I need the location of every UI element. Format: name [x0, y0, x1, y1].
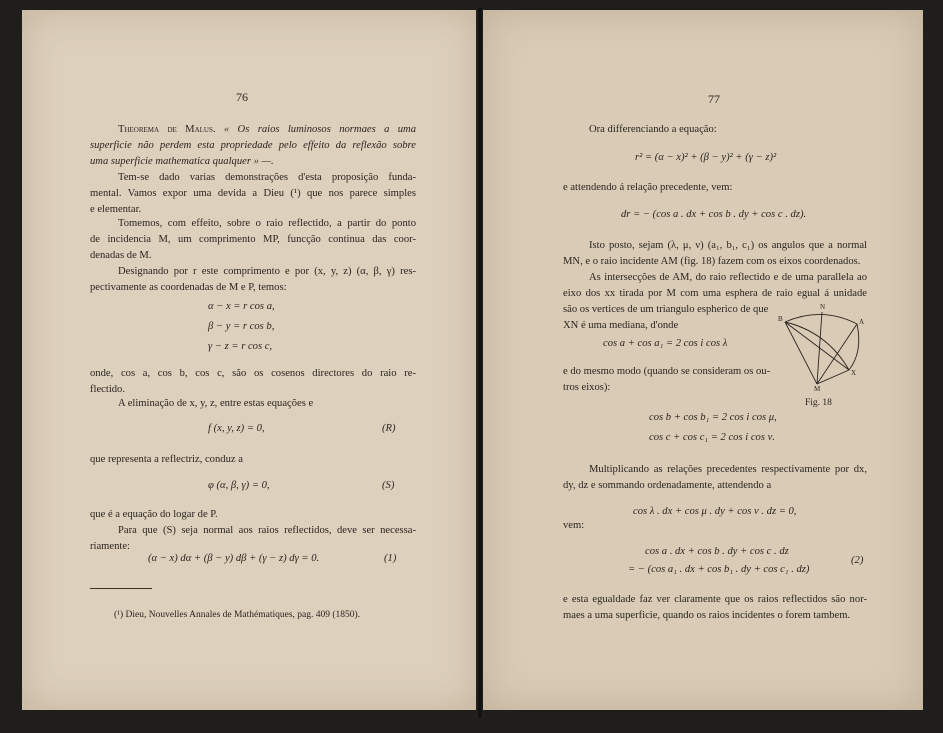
- text-line: são os vertices de um triangulo espherico de que: [563, 304, 769, 315]
- text-line: flectido.: [90, 384, 126, 395]
- text-line: mental. Vamos expor uma devida a Dieu (¹) que nos parece simples: [90, 188, 416, 199]
- equation-R: f (x, y, z) = 0,: [208, 423, 265, 434]
- text-line: que representa a reflectriz, conduz a: [90, 454, 243, 465]
- malus-line-3: uma superficie mathematica qualquer » —.: [90, 156, 274, 167]
- equation-tag: (2): [851, 555, 864, 566]
- malus-line-1: Theorema de Malus. « Os raios luminosos normaes a uma: [118, 124, 416, 135]
- text-line: Para que (S) seja normal aos raios reflectidos, deve ser necessa-: [118, 525, 416, 536]
- text-line: maes a uma superficie, quando os raios incidentes o forem tambem.: [563, 610, 851, 621]
- text-line: tros eixos):: [563, 382, 611, 393]
- figure-line: [785, 322, 849, 370]
- equation-tag: (S): [382, 480, 395, 491]
- equation-2-line-1: cos a . dx + cos b . dy + cos c . dz: [645, 546, 789, 557]
- text-line: Multiplicando as relações precedentes respectivamente por dx,: [589, 464, 867, 475]
- text-line: de incidencia M, um comprimento MP, funcção continua das coor-: [90, 234, 416, 245]
- figure-label: B: [778, 315, 783, 323]
- figure-caption: Fig. 18: [805, 398, 832, 408]
- text-line: A eliminação de x, y, z, entre estas equações e: [118, 398, 314, 409]
- figure-label: A: [859, 318, 865, 326]
- text-line: XN é uma mediana, d'onde: [563, 320, 679, 331]
- text-line: MN, e o raio incidente AM (fig. 18) fazem com os eixos coordenados.: [563, 256, 861, 267]
- equation: cos a + cos a₁ = 2 cos i cos λ: [603, 338, 728, 349]
- left-page: [22, 10, 477, 710]
- text-line: Tem-se dado varias demonstrações d'esta proposição funda-: [118, 172, 416, 183]
- text-line: que é a equação do logar de P.: [90, 509, 218, 520]
- equation: r² = (α − x)² + (β − y)² + (γ − z)²: [635, 152, 777, 163]
- right-page: [483, 10, 923, 710]
- footnote-rule: [90, 588, 152, 589]
- text-line: vem:: [563, 520, 585, 531]
- equation-2-line-2: = − (cos a₁ . dx + cos b₁ . dy + cos c₁ . dz): [628, 564, 810, 575]
- text-line: riamente:: [90, 541, 131, 552]
- text-line: Isto posto, sejam (λ, μ, ν) (a₁, b₁, c₁) os angulos que a normal: [589, 240, 867, 251]
- text-line: e elementar.: [90, 204, 142, 215]
- equation-S: φ (α, β, γ) = 0,: [208, 480, 270, 491]
- text-line: e attendendo á relação precedente, vem:: [563, 182, 733, 193]
- page-number: 77: [708, 92, 720, 106]
- equation: cos λ . dx + cos μ . dy + cos ν . dz = 0,: [633, 506, 797, 517]
- figure-label: N: [820, 303, 826, 311]
- text-line: eixo dos xx tirada por M com uma esphera de raio egual á unidade: [563, 288, 867, 299]
- figure-label: M: [814, 385, 821, 392]
- equation-1: (α − x) dα + (β − y) dβ + (γ − z) dγ = 0.: [148, 553, 320, 564]
- footnote: (¹) Dieu, Nouvelles Annales de Mathématiques, pag. 409 (1850).: [114, 610, 361, 620]
- text-line: e do mesmo modo (quando se consideram os ou-: [563, 366, 771, 377]
- malus-line-2: superficie não perdem esta propriedade pelo effeito da reflexão sobre: [90, 140, 416, 151]
- equation: cos b + cos b₁ = 2 cos i cos μ,: [649, 412, 777, 423]
- equation: dr = − (cos a . dx + cos b . dy + cos c . dz).: [621, 209, 807, 220]
- spherical-triangle-figure: [777, 302, 867, 392]
- text-line: Tomemos, com effeito, sobre o raio reflectido, a partir do ponto: [118, 218, 416, 229]
- equation: cos c + cos c₁ = 2 cos i cos ν.: [649, 432, 775, 443]
- figure-label: X: [851, 369, 857, 377]
- equation-tag: (1): [384, 553, 397, 564]
- page-number: 76: [236, 90, 248, 104]
- text-line: Ora differenciando a equação:: [589, 124, 717, 135]
- equation: β − y = r cos b,: [208, 321, 275, 332]
- figure-line: [785, 322, 817, 384]
- figure-arc: [849, 324, 859, 370]
- text-line: denadas de M.: [90, 250, 152, 261]
- text-line: dy, dz e sommando ordenadamente, attendendo a: [563, 480, 772, 491]
- text-line: onde, cos a, cos b, cos c, são os cosenos directores do raio re-: [90, 368, 416, 379]
- text-line: e esta egualdade faz ver claramente que os raios reflectidos são nor-: [563, 594, 867, 605]
- equation-tag: (R): [382, 423, 396, 434]
- equation: α − x = r cos a,: [208, 301, 275, 312]
- text-line: As intersecções de AM, do raio reflectido e de uma parallela ao: [589, 272, 867, 283]
- text-line: Designando por r este comprimento e por (x, y, z) (α, β, γ) res-: [118, 266, 416, 277]
- text-line: pectivamente as coordenadas de M e P, temos:: [90, 282, 287, 293]
- equation: γ − z = r cos c,: [208, 341, 273, 352]
